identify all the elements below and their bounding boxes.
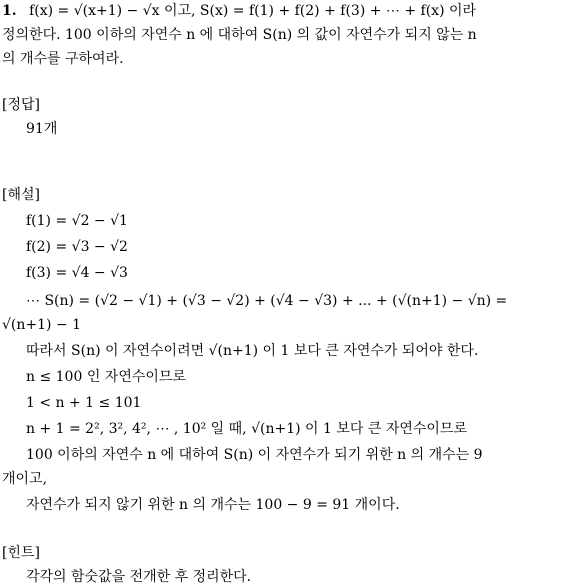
- solution-line: f(2) = √3 − √2: [26, 239, 128, 255]
- solution-line: n ≤ 100 인 자연수이므로: [26, 369, 186, 385]
- solution-line: 1 < n + 1 ≤ 101: [26, 395, 142, 411]
- solution-line: f(1) = √2 − √1: [26, 213, 128, 229]
- problem-number: 1.: [2, 3, 17, 19]
- solution-line: ⋯ S(n) = (√2 − √1) + (√3 − √2) + (√4 − √3) + ... + (√(n+1) − √n) =: [26, 293, 508, 309]
- problem-line-3: 의 개수를 구하여라.: [2, 51, 124, 67]
- solution-line: f(3) = √4 − √3: [26, 265, 128, 281]
- solution-line: 100 이하의 자연수 n 에 대하여 S(n) 이 자연수가 되기 위한 n 의 개수는 9: [26, 447, 483, 463]
- solution-line: √(n+1) − 1: [2, 317, 82, 333]
- problem-line-2: 정의한다. 100 이하의 자연수 n 에 대하여 S(n) 의 값이 자연수가 되지 않는 n: [2, 27, 477, 43]
- hint-header: [힌트]: [2, 545, 40, 561]
- answer-value: 91개: [26, 121, 58, 137]
- solution-line: 개이고,: [2, 471, 48, 487]
- problem-line-1: [2, 2, 476, 20]
- solution-line: n + 1 = 2², 3², 4², ⋯ , 10² 일 때, √(n+1) 이 1 보다 큰 자연수이므로: [26, 421, 467, 437]
- hint-text: 각각의 함숫값을 전개한 후 정리한다.: [26, 569, 252, 585]
- problem-text-1: f(x) = √(x+1) − √x 이고, S(x) = f(1) + f(2) + f(3) + ⋯ + f(x) 이라: [29, 3, 477, 19]
- answer-header: [정답]: [2, 97, 40, 113]
- solution-line: 따라서 S(n) 이 자연수이려면 √(n+1) 이 1 보다 큰 자연수가 되어야 한다.: [26, 343, 479, 359]
- solution-line: 자연수가 되지 않기 위한 n 의 개수는 100 − 9 = 91 개이다.: [26, 497, 400, 513]
- solution-header: [해설]: [2, 187, 40, 203]
